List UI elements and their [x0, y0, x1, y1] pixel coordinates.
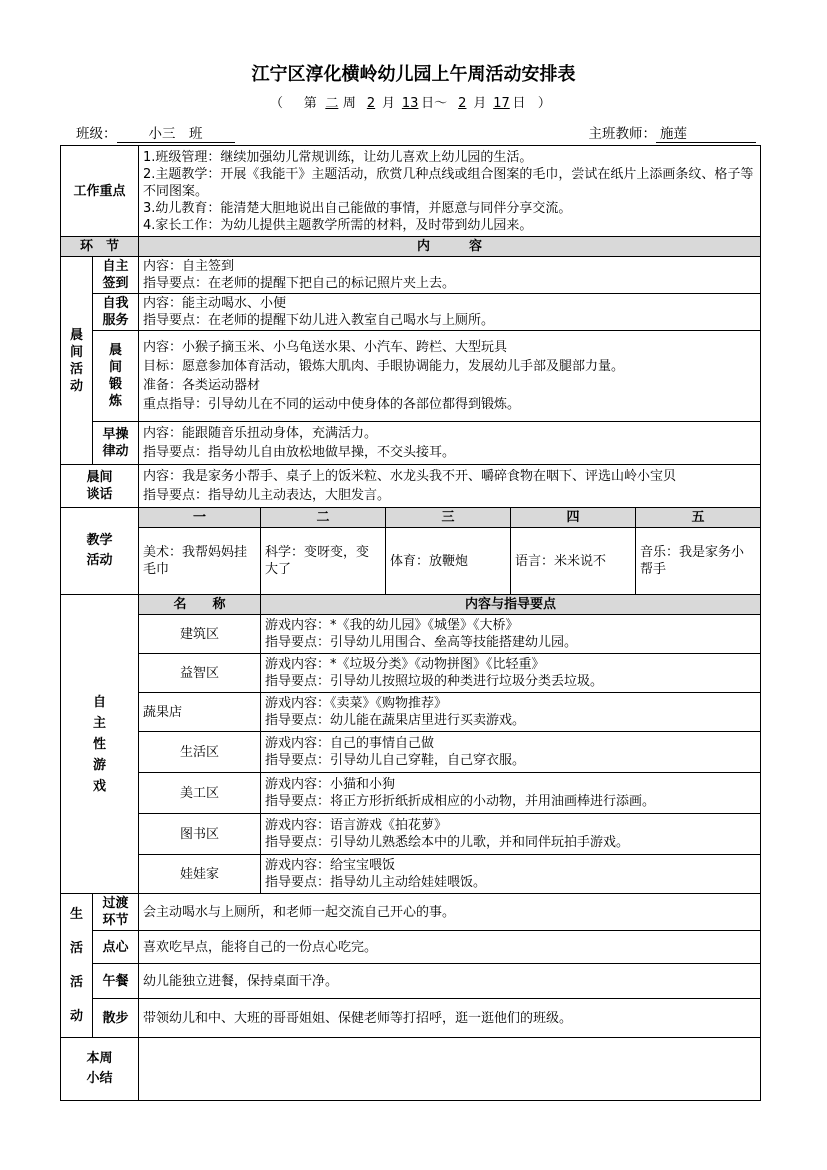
area-name: 图书区: [139, 814, 261, 855]
life-label-text: 生活活动: [69, 906, 83, 1024]
life-row: [61, 964, 761, 999]
area-line: 游戏内容：小猫和小狗: [265, 777, 396, 792]
area-name: 娃娃家: [139, 855, 261, 894]
activity-cell: 体育：放鞭炮: [386, 528, 511, 595]
life-item-content: 喜欢吃早点，能将自己的一份点心吃完。: [139, 931, 761, 964]
teaching-label-text: 教学活动: [86, 533, 113, 568]
morning-line: 重点指导：引导幼儿在不同的运动中使身体的各部位都得到锻炼。: [143, 397, 521, 412]
area-line: 游戏内容：《卖菜》《购物推荐》: [265, 696, 448, 711]
area-line: 游戏内容：自己的事情自己做: [265, 736, 435, 751]
life-item-content: 带领幼儿和中、大班的哥哥姐姐、保健老师等打招呼，逛一逛他们的班级。: [139, 999, 761, 1038]
work-focus-label: 工作重点: [61, 146, 139, 237]
area-line: 指导要点：指导幼儿主动给娃娃喂饭。: [265, 875, 487, 890]
morning-item-name: 早操律动: [93, 422, 139, 465]
area-content: [261, 615, 761, 654]
free-play-label: [61, 595, 139, 894]
morning-line: 内容：能跟随音乐扭动身体，充满活力。: [143, 426, 378, 441]
life-item-name: 午餐: [93, 964, 139, 999]
morning-item-name: 自主签到: [93, 257, 139, 294]
morning-label: [61, 257, 93, 465]
start-day: 13: [401, 96, 419, 111]
day-header: 三: [386, 508, 511, 528]
area-row: [61, 855, 761, 894]
teaching-activities-row: [61, 528, 761, 595]
end-day-suffix: 日: [512, 96, 526, 111]
activity-cell: 科学：变呀变，变大了: [261, 528, 386, 595]
teacher-info: [589, 122, 757, 143]
area-name: 建筑区: [139, 615, 261, 654]
area-content: [261, 654, 761, 693]
life-item-name: [93, 894, 139, 931]
area-line: 指导要点：引导幼儿按照垃圾的种类进行垃圾分类丢垃圾。: [265, 674, 604, 689]
morning-row: [61, 422, 761, 465]
date-range: [270, 92, 551, 111]
life-item-name-text: 过渡环节: [102, 896, 129, 928]
morning-line: 目标：愿意参加体育活动，锻炼大肌肉、手眼协调能力，发展幼儿手部及腿部力量。: [143, 359, 625, 374]
area-line: 游戏内容：*《垃圾分类》《动物拼图》《比轻重》: [265, 657, 545, 672]
work-focus-row: [61, 146, 761, 237]
morning-line: 指导要点：在老师的提醒下把自己的标记照片夹上去。: [143, 276, 456, 291]
morning-item-name: [93, 331, 139, 422]
summary-content: [139, 1038, 761, 1101]
teaching-label: [61, 508, 139, 595]
summary-label-text: 本周小结: [86, 1051, 113, 1086]
start-month: 2: [366, 96, 376, 111]
paren-open: （: [270, 96, 284, 111]
area-name: 益智区: [139, 654, 261, 693]
area-name: 生活区: [139, 732, 261, 773]
talk-label: [61, 465, 139, 508]
start-day-suffix: 日～: [421, 96, 448, 111]
area-name: 美工区: [139, 773, 261, 814]
section-header-row: [61, 237, 761, 257]
morning-line: 准备：各类运动器材: [143, 378, 261, 393]
work-focus-line: 4.家长工作：为幼儿提供主题教学所需的材料，及时带到幼儿园来。: [143, 217, 533, 233]
activity-cell: 语言：米米说不: [511, 528, 636, 595]
activity-cell: 音乐：我是家务小帮手: [636, 528, 761, 595]
area-row: [61, 732, 761, 773]
work-focus-content: [139, 146, 761, 237]
section-header: 环 节: [61, 237, 139, 257]
morning-row: [61, 331, 761, 422]
area-row: [61, 615, 761, 654]
end-month-suffix: 月: [473, 96, 487, 111]
class-label: 班级：: [76, 126, 117, 142]
schedule-table: [60, 145, 761, 1101]
area-content-header: 内容与指导要点: [261, 595, 761, 615]
life-item-name: 散步: [93, 999, 139, 1038]
content-header: 内 容: [139, 237, 761, 257]
morning-item-name: 自我服务: [93, 294, 139, 331]
life-row: [61, 931, 761, 964]
summary-label: [61, 1038, 139, 1101]
area-content: [261, 814, 761, 855]
area-line: 游戏内容：语言游戏《拍花萝》: [265, 818, 448, 833]
free-play-header-row: [61, 595, 761, 615]
area-line: 游戏内容：给宝宝喂饭: [265, 858, 396, 873]
area-row: [61, 693, 761, 732]
area-line: 指导要点：引导幼儿自己穿鞋，自己穿衣服。: [265, 753, 526, 768]
area-row: [61, 814, 761, 855]
talk-content: [139, 465, 761, 508]
life-row: [61, 999, 761, 1038]
talk-row: [61, 465, 761, 508]
summary-row: [61, 1038, 761, 1101]
life-row: [61, 894, 761, 931]
area-row: [61, 773, 761, 814]
day-header: 五: [636, 508, 761, 528]
morning-label-text: 晨间活动: [69, 327, 83, 394]
life-label: [61, 894, 93, 1038]
start-month-suffix: 月: [382, 96, 396, 111]
work-focus-line: 3.幼儿教育：能清楚大胆地说出自己能做的事情，并愿意与同伴分享交流。: [143, 200, 572, 216]
life-item-name: 点心: [93, 931, 139, 964]
life-item-content: 会主动喝水与上厕所，和老师一起交流自己开心的事。: [139, 894, 761, 931]
area-line: 指导要点：将正方形折纸折成相应的小动物，并用油画棒进行添画。: [265, 794, 656, 809]
class-value: 小三 班: [117, 122, 235, 143]
free-play-label-text: 自主性游戏: [92, 694, 106, 794]
area-row: [61, 654, 761, 693]
teacher-label: 主班教师：: [588, 126, 656, 142]
week-suffix: 周: [342, 96, 356, 111]
area-line: 指导要点：引导幼儿熟悉绘本中的儿歌，并和同伴玩拍手游戏。: [265, 835, 630, 850]
area-line: 指导要点：幼儿能在蔬果店里进行买卖游戏。: [265, 713, 526, 728]
morning-item-name-text: 晨间锻炼: [108, 343, 122, 409]
morning-line: 指导要点：在老师的提醒下幼儿进入教室自己喝水与上厕所。: [143, 313, 495, 328]
area-content: [261, 732, 761, 773]
day-header: 四: [511, 508, 636, 528]
morning-line: 指导要点：指导幼儿自由放松地做早操，不交头接耳。: [143, 445, 456, 460]
end-day: 17: [493, 96, 510, 111]
page-title: 江宁区淳化横岭幼儿园上午周活动安排表: [251, 64, 576, 85]
life-item-content: 幼儿能独立进餐，保持桌面干净。: [139, 964, 761, 999]
work-focus-line: 1.班级管理：继续加强幼儿常规训练，让幼儿喜欢上幼儿园的生活。: [143, 149, 533, 165]
area-content: [261, 693, 761, 732]
morning-item-content: [139, 422, 761, 465]
area-name-header: 名 称: [139, 595, 261, 615]
day-header: 一: [139, 508, 261, 528]
day-header: 二: [261, 508, 386, 528]
work-focus-line: 2.主题教学：开展《我能干》主题活动，欣赏几种点线或组合图案的毛巾，尝试在纸片上添画条纹、格子等不同图案。: [143, 166, 754, 199]
morning-item-content: [139, 331, 761, 422]
paren-close: ）: [537, 96, 551, 111]
area-name: 蔬果店: [139, 693, 261, 732]
area-line: 游戏内容：*《我的幼儿园》《城堡》《大桥》: [265, 618, 519, 633]
class-info: [76, 122, 756, 143]
week-number: 二: [325, 96, 339, 111]
talk-line: 指导要点：指导幼儿主动表达，大胆发言。: [143, 488, 391, 503]
end-month: 2: [458, 96, 467, 111]
teaching-days-row: [61, 508, 761, 528]
morning-row: [61, 257, 761, 294]
morning-row: [61, 294, 761, 331]
activity-cell: 美术：我帮妈妈挂毛巾: [139, 528, 261, 595]
morning-item-content: [139, 294, 761, 331]
area-line: 指导要点：引导幼儿用围合、垒高等技能搭建幼儿园。: [265, 635, 578, 650]
talk-line: 内容：我是家务小帮手、桌子上的饭米粒、水龙头我不开、嚼碎食物在咽下、评选山岭小宝贝: [143, 469, 677, 484]
area-content: [261, 773, 761, 814]
morning-line: 内容：能主动喝水、小便: [143, 296, 287, 311]
morning-line: 内容：小猴子摘玉米、小乌龟送水果、小汽车、跨栏、大型玩具: [143, 340, 508, 355]
morning-line: 内容：自主签到: [143, 259, 235, 274]
area-content: [261, 855, 761, 894]
teacher-value: 施莲: [656, 122, 756, 143]
morning-item-content: [139, 257, 761, 294]
talk-label-text: 晨间谈话: [86, 470, 113, 502]
week-prefix: 第: [303, 96, 317, 111]
